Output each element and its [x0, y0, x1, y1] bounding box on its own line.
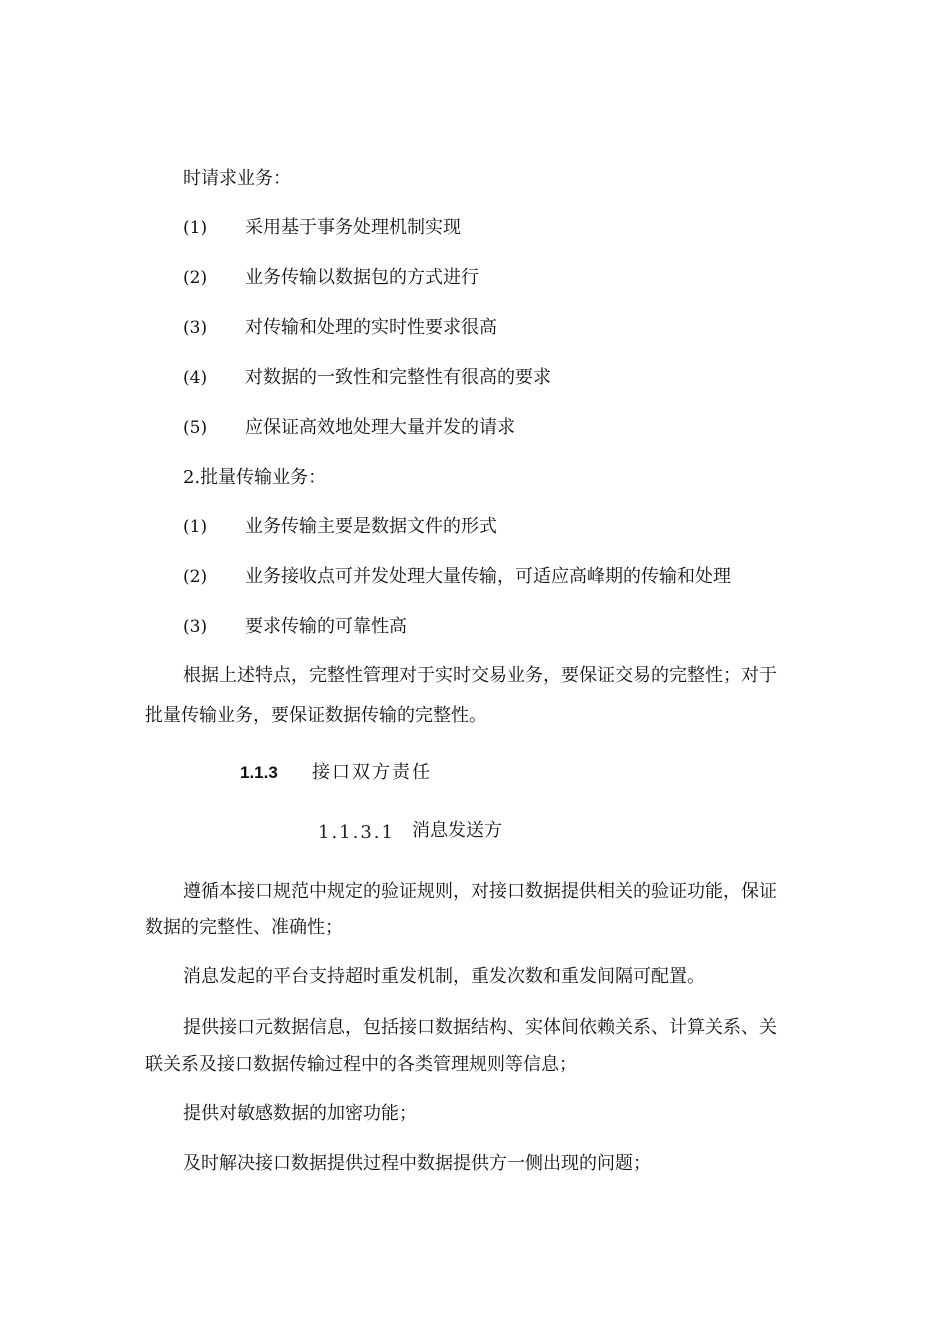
list-text: 业务传输主要是数据文件的形式	[245, 516, 497, 537]
list-number: (3)	[183, 617, 208, 637]
section-title: 消息发送方	[412, 820, 502, 841]
paragraph-line: 数据的完整性、准确性；	[145, 917, 343, 938]
section-title: 接口双方责任	[312, 762, 432, 783]
section-heading-1-1-3-1	[318, 821, 395, 845]
paragraph-line: 联关系及接口数据传输过程中的各类管理规则等信息；	[145, 1054, 577, 1075]
list-number: (2)	[183, 268, 208, 288]
list-text: 对传输和处理的实时性要求很高	[245, 317, 497, 338]
list-number: (4)	[183, 368, 208, 388]
list-number: (2)	[183, 567, 208, 587]
paragraph: 及时解决接口数据提供过程中数据提供方一侧出现的问题；	[183, 1153, 651, 1174]
list-text: 应保证高效地处理大量并发的请求	[245, 417, 515, 438]
paragraph: 提供对敏感数据的加密功能；	[183, 1103, 417, 1124]
list-number: (3)	[183, 318, 208, 338]
list-text: 业务传输以数据包的方式进行	[245, 267, 479, 288]
batch-heading: 2.批量传输业务：	[183, 467, 327, 488]
section-number: 1.1.3	[240, 763, 278, 782]
list-number: (1)	[183, 517, 208, 537]
section-number: 1.1.3.1	[318, 822, 395, 843]
paragraph: 消息发起的平台支持超时重发机制，重发次数和重发间隔可配置。	[183, 966, 705, 987]
list-number: (1)	[183, 218, 208, 238]
intro-line: 时请求业务：	[183, 168, 291, 189]
list-text: 要求传输的可靠性高	[245, 616, 407, 637]
summary-line-1: 根据上述特点，完整性管理对于实时交易业务，要保证交易的完整性；对于	[183, 665, 777, 686]
list-text: 采用基于事务处理机制实现	[245, 217, 461, 238]
list-number: (5)	[183, 418, 208, 438]
list-text: 对数据的一致性和完整性有很高的要求	[245, 367, 551, 388]
list-text: 业务接收点可并发处理大量传输，可适应高峰期的传输和处理	[245, 566, 731, 587]
summary-line-2: 批量传输业务，要保证数据传输的完整性。	[145, 705, 487, 726]
paragraph-line: 遵循本接口规范中规定的验证规则，对接口数据提供相关的验证功能，保证	[183, 881, 777, 902]
section-heading-1-1-3	[240, 761, 278, 785]
paragraph-line: 提供接口元数据信息，包括接口数据结构、实体间依赖关系、计算关系、关	[183, 1017, 777, 1038]
